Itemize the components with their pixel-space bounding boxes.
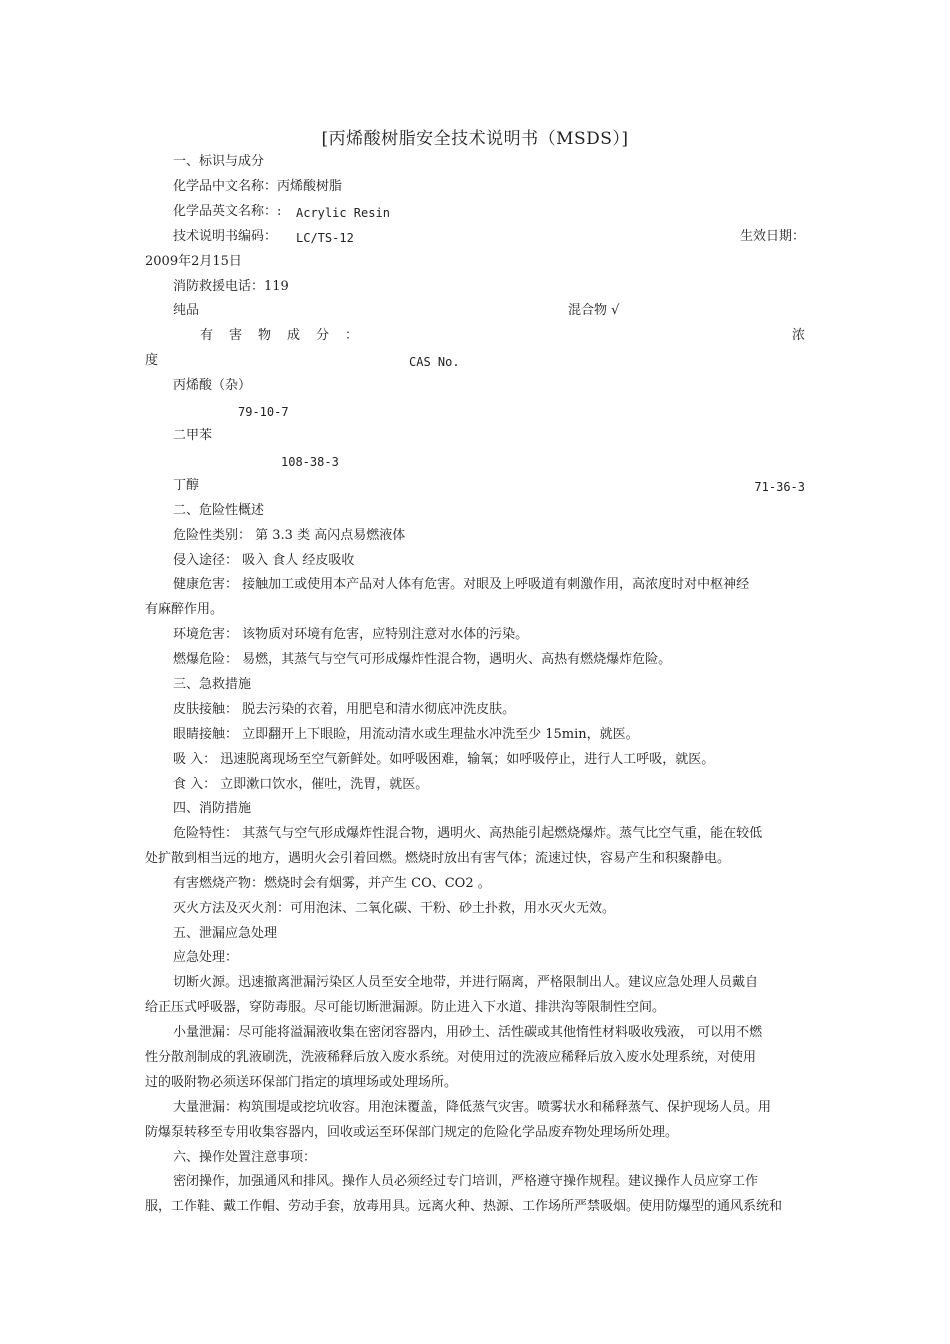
section-6-heading: 六、操作处置注意事项： — [173, 1150, 317, 1165]
component-2-name: 二甲苯 — [173, 428, 213, 443]
extinguishing-method: 灭火方法及灭火剂：可用泡沫、二氧化碳、干粉、砂土扑救，用水灭火无效。 — [173, 901, 616, 916]
component-3-cas: 71-36-3 — [754, 480, 805, 494]
operation-line-1: 密闭操作，加强通风和排风。操作人员必须经过专门培训，严格遵守操作规程。建议操作人员应穿工作 — [173, 1174, 759, 1189]
mixture-label: 混合物 √ — [568, 303, 620, 318]
combustion-products: 有害燃烧产物：燃烧时会有烟雾，并产生 CO、CO2 。 — [173, 876, 491, 891]
section-1-heading: 一、标识与成分 — [173, 154, 265, 169]
cas-header: CAS No. — [409, 355, 460, 369]
emergency-label: 应急处理： — [173, 950, 239, 965]
hazard-components-label: 有害物成分： — [200, 328, 375, 343]
code-value: LC/TS-12 — [296, 231, 354, 245]
effective-date-label: 生效日期： — [739, 229, 805, 244]
concentration-label-b: 度 — [145, 353, 159, 368]
concentration-label-a: 浓 — [791, 328, 805, 343]
skin-contact: 皮肤接触： 脱去污染的衣着，用肥皂和清水彻底冲洗皮肤。 — [173, 702, 516, 717]
inhalation: 吸 入： 迅速脱离现场至空气新鲜处。如呼吸困难，输氧；如呼吸停止，进行人工呼吸，就医。 — [173, 752, 715, 767]
large-leak-line-1: 大量泄漏：构筑围堤或挖坑收容。用泡沫覆盖，降低蒸气灾害。喷雾状水和稀释蒸气、保护现场人员。用 — [173, 1100, 772, 1115]
health-hazard-line-2: 有麻醉作用。 — [145, 602, 224, 617]
document-title: [丙烯酸树脂安全技术说明书（MSDS）] — [321, 129, 629, 149]
explosion-hazard: 燃爆危险： 易燃，其蒸气与空气可形成爆炸性混合物，遇明火、高热有燃烧爆炸危险。 — [173, 652, 672, 667]
large-leak-line-2: 防爆泵转移至专用收集容器内，回收或运至环保部门规定的危险化学品废弃物处理场所处理。 — [145, 1125, 679, 1140]
effective-date: 2009年2月15日 — [145, 254, 242, 269]
eye-contact: 眼睛接触： 立即翻开上下眼睑，用流动清水或生理盐水冲洗至少 15min，就医。 — [173, 727, 639, 742]
cut-source-line-1: 切断火源。迅速撤离泄漏污染区人员至安全地带，并进行隔离，严格限制出人。建议应急处理人员戴自 — [173, 975, 759, 990]
english-name-label: 化学品英文名称：: — [173, 204, 282, 219]
ingestion: 食 入： 立即漱口饮水，催吐，洗胃，就医。 — [173, 777, 429, 792]
fire-characteristics-line-2: 处扩散到相当远的地方，遇明火会引着回燃。燃烧时放出有害气体；流速过快，容易产生和积聚静电。 — [145, 851, 731, 866]
component-3-name: 丁醇 — [173, 478, 200, 493]
small-leak-line-2: 性分散剂制成的乳液刷洗，洗液稀释后放入废水系统。对使用过的洗液应稀释后放入废水处理系统，对使用 — [145, 1050, 757, 1065]
section-4-heading: 四、消防措施 — [173, 801, 252, 816]
component-2-cas: 108-38-3 — [281, 455, 339, 469]
component-1-cas: 79-10-7 — [238, 405, 289, 419]
section-2-heading: 二、危险性概述 — [173, 503, 265, 518]
chinese-name: 化学品中文名称：丙烯酸树脂 — [173, 179, 343, 194]
code-label: 技术说明书编码： — [173, 229, 278, 244]
section-5-heading: 五、泄漏应急处理 — [173, 926, 278, 941]
health-hazard-line-1: 健康危害： 接触加工或使用本产品对人体有危害。对眼及上呼吸道有刺激作用，高浓度时对中枢神经 — [173, 577, 750, 592]
component-1-name: 丙烯酸（杂） — [173, 378, 252, 393]
small-leak-line-1: 小量泄漏：尽可能将溢漏液收集在密闭容器内，用砂土、活性碳或其他惰性材料吸收残液， 可以用不燃 — [173, 1025, 763, 1040]
operation-line-2: 服，工作鞋、戴工作帽、劳动手套，放毒用具。远离火种、热源、工作场所严禁吸烟。使用防爆型的通风系统和 — [145, 1199, 783, 1214]
environmental-hazard: 环境危害： 该物质对环境有危害，应特别注意对水体的污染。 — [173, 627, 529, 642]
small-leak-line-3: 过的吸附物必须送环保部门指定的填埋场或处理场所。 — [145, 1075, 458, 1090]
fire-characteristics-line-1: 危险特性： 其蒸气与空气形成爆炸性混合物，遇明火、高热能引起燃烧爆炸。蒸气比空气重，能在较低 — [173, 826, 763, 841]
english-name-value: Acrylic Resin — [296, 206, 390, 220]
pure-label: 纯品 — [173, 303, 200, 318]
cut-source-line-2: 给正压式呼吸器，穿防毒服。尽可能切断泄漏源。防止进入下水道、排洪沟等限制性空间。 — [145, 1000, 666, 1015]
exposure-routes: 侵入途径： 吸入 食人 经皮吸收 — [173, 553, 355, 568]
fire-phone: 消防救援电话：119 — [173, 279, 289, 294]
hazard-class: 危险性类别： 第 3.3 类 高闪点易燃液体 — [173, 528, 406, 543]
section-3-heading: 三、急救措施 — [173, 677, 252, 692]
